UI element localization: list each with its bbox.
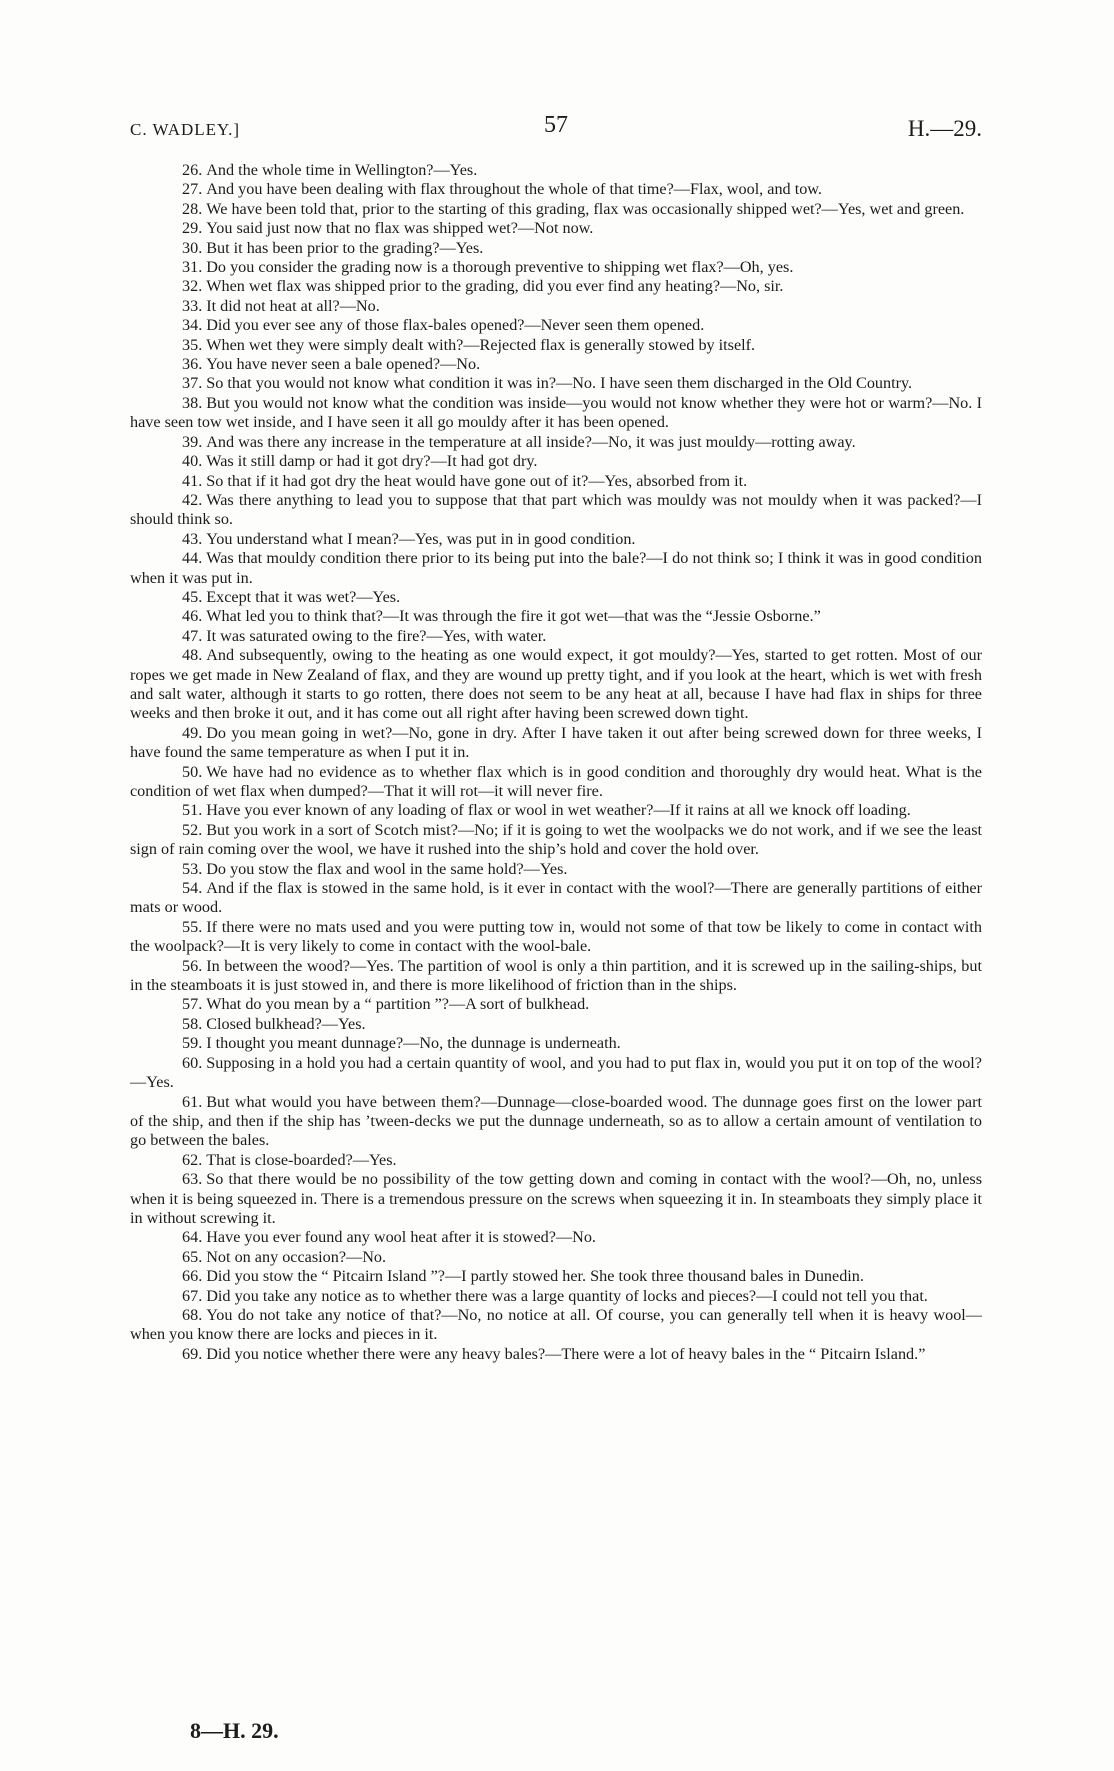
question-number: 46. [182,607,203,626]
question-answer-text: And if the flax is stowed in the same hold, is it ever in contact with the wool?—There are generally partitions of either mats or wood. [130,879,982,917]
question-number: 34. [182,316,203,335]
question-answer-text: But you work in a sort of Scotch mist?—No; if it is going to wet the woolpacks we do not work, and if we see the least sign of rain coming over the wool, we have it rushed into the ship’s hold and cover the hold over. [130,820,982,859]
footer-signature: 8—H. 29. [190,1718,279,1743]
question-number: 64. [182,1228,203,1247]
question-answer-paragraph [130,549,982,588]
question-number: 60. [182,1053,203,1072]
question-answer-text: Except that it was wet?—Yes. [206,587,401,606]
question-number: 39. [182,432,203,451]
question-number: 57. [182,995,203,1014]
question-answer-paragraph [130,452,982,471]
question-answer-paragraph [130,588,982,607]
question-answer-text: You have never seen a bale opened?—No. [206,355,481,374]
question-number: 68. [182,1305,203,1324]
question-answer-paragraph [130,239,982,258]
question-number: 43. [182,529,203,548]
question-answer-paragraph [130,860,982,879]
question-answer-text: When wet they were simply dealt with?—Rejected flax is generally stowed by itself. [206,335,756,354]
question-answer-text: It did not heat at all?—No. [206,296,380,315]
question-number: 44. [182,549,203,568]
question-answer-paragraph [130,1015,982,1034]
question-answer-text: You understand what I mean?—Yes, was put in in good condition. [206,529,636,548]
question-answer-text: And the whole time in Wellington?—Yes. [206,161,478,179]
question-answer-text: That is close-boarded?—Yes. [206,1150,397,1169]
question-answer-paragraph [130,1287,982,1306]
question-answer-text: You do not take any notice of that?—No, no notice at all. Of course, you can generally tell when it is heavy wool—when you know there are locks and pieces in it. [130,1305,982,1344]
question-answer-text: If there were no mats used and you were putting tow in, would not some of that tow be likely to come in contact with the woolpack?—It is very likely to come in contact with the wool-bale. [130,917,982,956]
question-answer-text: Did you take any notice as to whether there was a large quantity of locks and pieces?—I could not tell you that. [206,1286,928,1305]
question-answer-text: What led you to think that?—It was through the fire it got wet—that was the “Jessie Osborne.” [206,607,821,626]
question-number: 67. [182,1286,203,1305]
question-number: 63. [182,1170,203,1189]
question-answer-text: Did you ever see any of those flax-bales opened?—Never seen them opened. [206,316,705,335]
question-answer-text: When wet flax was shipped prior to the grading, did you ever find any heating?—No, sir. [206,277,784,296]
document-code: H.—29. [907,116,982,141]
question-number: 33. [182,296,203,315]
question-number: 27. [182,180,203,199]
question-answer-text: And you have been dealing with flax throughout the whole of that time?—Flax, wool, and tow. [206,180,822,199]
question-number: 59. [182,1034,203,1053]
question-answer-paragraph [130,724,982,763]
question-answer-text: Was there anything to lead you to suppose that that part which was mouldy was not mouldy when it was packed?—I should think so. [130,490,982,529]
question-answer-text: So that if it had got dry the heat would have gone out of it?—Yes, absorbed from it. [206,471,748,490]
page-number: 57 [544,112,568,138]
question-answer-paragraph [130,394,982,433]
question-answer-paragraph [130,297,982,316]
question-number: 28. [182,199,203,218]
question-number: 55. [182,917,203,936]
question-number: 45. [182,587,203,606]
question-answer-paragraph [130,1170,982,1228]
question-number: 29. [182,219,203,238]
question-answer-paragraph [130,1306,982,1345]
question-answer-text: Was it still damp or had it got dry?—It had got dry. [206,452,538,471]
question-answer-paragraph [130,646,982,724]
question-number: 49. [182,723,203,742]
question-answer-text: Have you ever found any wool heat after it is stowed?—No. [206,1228,596,1247]
question-answer-paragraph [130,1267,982,1286]
question-number: 51. [182,801,203,820]
question-answer-text: You said just now that no flax was shipped wet?—Not now. [206,219,594,238]
question-answer-paragraph [130,316,982,335]
question-answer-paragraph [130,607,982,626]
question-answer-paragraph [130,627,982,646]
question-number: 52. [182,820,203,839]
page-header [130,112,982,152]
question-answer-paragraph [130,219,982,238]
question-number: 37. [182,374,203,393]
question-answer-text: Supposing in a hold you had a certain quantity of wool, and you had to put flax in, would you put it on top of the wool?—Yes. [130,1053,982,1092]
question-answer-paragraph [130,530,982,549]
question-answer-text: In between the wood?—Yes. The partition of wool is only a thin partition, and it is screwed up in the sailing-ships, but in the steamboats it is just stowed in, and there is more likelihood of friction than in the ships. [130,956,982,995]
question-answer-paragraph [130,1054,982,1093]
question-answer-text: And was there any increase in the temperature at all inside?—No, it was just mouldy—rotting away. [206,432,856,451]
question-answer-paragraph [130,355,982,374]
question-answer-text: So that there would be no possibility of the tow getting down and coming in contact with the wool?—Oh, no, unless when it is being squeezed in. There is a tremendous pressure on the screws when squeezing it in. In steamboats they simply place it in without screwing it. [130,1170,982,1227]
question-answer-paragraph [130,472,982,491]
question-number: 41. [182,471,203,490]
question-answer-text: But it has been prior to the grading?—Yes. [206,238,484,257]
question-answer-text: But you would not know what the condition was inside—you would not know whether they were hot or warm?—No. I have seen tow wet inside, and I have seen it all go mouldy after it has been opened. [130,393,982,432]
question-number: 50. [182,762,203,781]
question-number: 54. [182,879,203,898]
question-answer-paragraph [130,1248,982,1267]
question-answer-text: Did you notice whether there were any heavy bales?—There were a lot of heavy bales in the “ Pitcairn Island.” [206,1344,926,1363]
question-answer-paragraph [130,918,982,957]
question-answer-paragraph [130,277,982,296]
question-number: 32. [182,277,203,296]
question-answer-paragraph [130,1345,982,1364]
question-answer-text: We have been told that, prior to the starting of this grading, flax was occasionally shipped wet?—Yes, wet and green. [206,199,965,218]
question-number: 35. [182,335,203,354]
question-answer-paragraph [130,763,982,802]
question-answer-text: Was that mouldy condition there prior to its being put into the bale?—I do not think so; I think it was in good condition when it was put in. [130,549,982,587]
question-answer-paragraph [130,1093,982,1151]
question-answer-paragraph [130,1228,982,1247]
question-answer-paragraph [130,1034,982,1053]
witness-name: C. WADLEY.] [130,120,241,139]
question-answer-paragraph [130,200,982,219]
question-number: 61. [182,1092,203,1111]
question-number: 48. [182,646,203,665]
question-number: 65. [182,1247,203,1266]
question-number: 69. [182,1344,203,1363]
question-number: 38. [182,393,203,412]
question-answer-paragraph [130,821,982,860]
question-answer-paragraph [130,336,982,355]
question-answer-paragraph [130,995,982,1014]
question-number: 47. [182,626,203,645]
question-number: 62. [182,1150,203,1169]
question-answer-paragraph [130,801,982,820]
question-answer-paragraph [130,180,982,199]
question-answer-text: It was saturated owing to the fire?—Yes, with water. [206,626,547,645]
question-answer-text: So that you would not know what condition it was in?—No. I have seen them discharged in the Old Country. [206,374,913,393]
question-number: 31. [182,258,203,277]
question-answer-paragraph [130,1151,982,1170]
question-answer-paragraph [130,161,982,180]
question-answer-text: Have you ever known of any loading of flax or wool in wet weather?—If it rains at all we knock off loading. [206,801,911,820]
question-answer-text: Do you consider the grading now is a thorough preventive to shipping wet flax?—Oh, yes. [206,258,794,277]
question-answer-text: Do you stow the flax and wool in the same hold?—Yes. [206,859,568,878]
question-number: 53. [182,859,203,878]
question-number: 30. [182,238,203,257]
question-answer-text: Closed bulkhead?—Yes. [206,1014,366,1033]
question-answer-text: Not on any occasion?—No. [206,1247,387,1266]
question-answer-text: But what would you have between them?—Dunnage—close-boarded wood. The dunnage goes first on the lower part of the ship, and then if the ship has ’tween-decks we put the dunnage underneath, so as to allow a certain amount of ventilation to go between the bales. [130,1092,982,1150]
question-number: 40. [182,452,203,471]
question-answer-text: I thought you meant dunnage?—No, the dunnage is underneath. [206,1034,621,1053]
question-number: 26. [182,161,203,179]
question-answer-text: Did you stow the “ Pitcairn Island ”?—I partly stowed her. She took three thousand bales in Dunedin. [206,1267,864,1286]
question-answer-paragraph [130,491,982,530]
question-answer-paragraph [130,258,982,277]
question-answer-text: Do you mean going in wet?—No, gone in dry. After I have taken it out after being screwed down for three weeks, I have found the same temperature as when I put it in. [130,723,982,762]
question-number: 66. [182,1267,203,1286]
question-answer-text: And subsequently, owing to the heating as one would expect, it got mouldy?—Yes, started to get rotten. Most of our ropes we get made in New Zealand of flax, and they are wound up pretty tight, and if you look at the heart, which is wet with fresh and salt water, although it starts to go rotten, there does not seem to be any heat at all, because I have had flax in ships for three weeks and then broke it out, and it has come out all right after having been screwed down tight. [130,646,982,723]
question-answer-text: We have had no evidence as to whether flax which is in good condition and thoroughly dry would heat. What is the condition of wet flax when dumped?—That it will rot—it will never fire. [130,762,982,800]
question-answer-paragraph [130,879,982,918]
question-number: 58. [182,1014,203,1033]
testimony-body [130,161,982,1364]
question-answer-paragraph [130,374,982,393]
question-answer-paragraph [130,433,982,452]
question-number: 56. [182,956,203,975]
question-number: 36. [182,355,203,374]
question-answer-text: What do you mean by a “ partition ”?—A sort of bulkhead. [206,995,590,1014]
question-number: 42. [182,490,203,509]
question-answer-paragraph [130,957,982,996]
